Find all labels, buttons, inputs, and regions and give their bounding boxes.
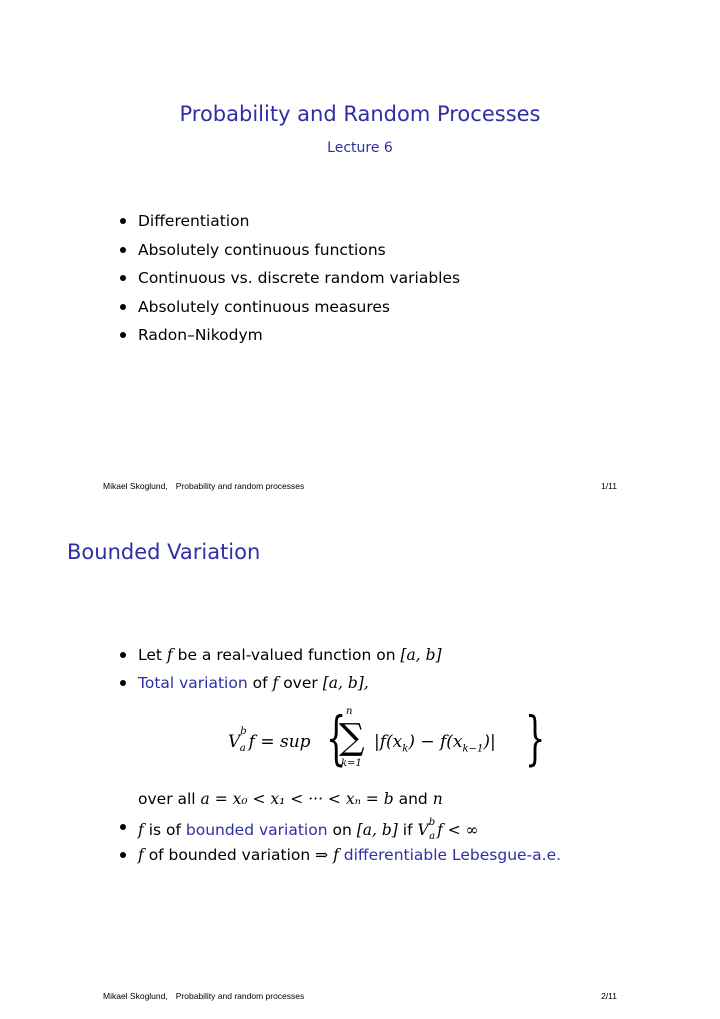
slide-1: [0, 0, 720, 509]
total-variation-formula: [228, 704, 548, 772]
bullet-list-bottom: [112, 817, 561, 873]
bullet-list-top: [112, 645, 442, 701]
footer-author: Mikael Skoglund,: [103, 481, 168, 491]
right-brace-icon: }: [525, 704, 546, 772]
list-item: Differentiation: [112, 211, 460, 240]
term-total-variation: Total variation: [138, 674, 248, 692]
slide-subtitle: Lecture 6: [327, 140, 393, 156]
sum-symbol-icon: ∑: [339, 717, 365, 758]
list-item: Continuous vs. discrete random variables: [112, 268, 460, 297]
over-all-line: over all a = x₀ < x₁ < ··· < xₙ = b and n: [138, 790, 443, 808]
list-item: Absolutely continuous functions: [112, 240, 460, 269]
left-brace-icon: {: [326, 704, 347, 772]
footer: [103, 991, 304, 1001]
term-bounded-variation: bounded variation: [185, 821, 328, 840]
list-item: f of bounded variation ⇒ f differentiable Lebesgue-a.e.: [112, 845, 561, 873]
term-differentiable: differentiable Lebesgue-a.e.: [343, 846, 562, 864]
frame-title: Bounded Variation: [67, 540, 261, 564]
list-item: Absolutely continuous measures: [112, 297, 460, 326]
list-item: Radon–Nikodym: [112, 325, 460, 354]
list-item: Let f be a real-valued function on [a, b]: [112, 645, 442, 673]
footer-course: Probability and random processes: [175, 991, 305, 1001]
page-number: 1/11: [601, 481, 617, 491]
list-item: Total variation of f over [a, b],: [112, 673, 442, 701]
footer-course: Probability and random processes: [175, 481, 305, 491]
formula-lhs: $V^b_a$ f = sup: [228, 726, 311, 755]
slide-title: Probability and Random Processes: [179, 102, 541, 126]
page-number: 2/11: [601, 991, 617, 1001]
sum-upper-limit: n: [346, 706, 353, 717]
summand: $|f(x_k) - f(x_{k-1})|$: [374, 732, 496, 755]
footer-author: Mikael Skoglund,: [103, 991, 168, 1001]
footer: [103, 481, 304, 491]
slide-2: [0, 510, 720, 1019]
list-item: f is of bounded variation on [a, b] if $V^b_a$ f < ∞: [112, 817, 561, 845]
topic-list: [112, 211, 460, 354]
sum-lower-limit: k=1: [341, 758, 362, 769]
